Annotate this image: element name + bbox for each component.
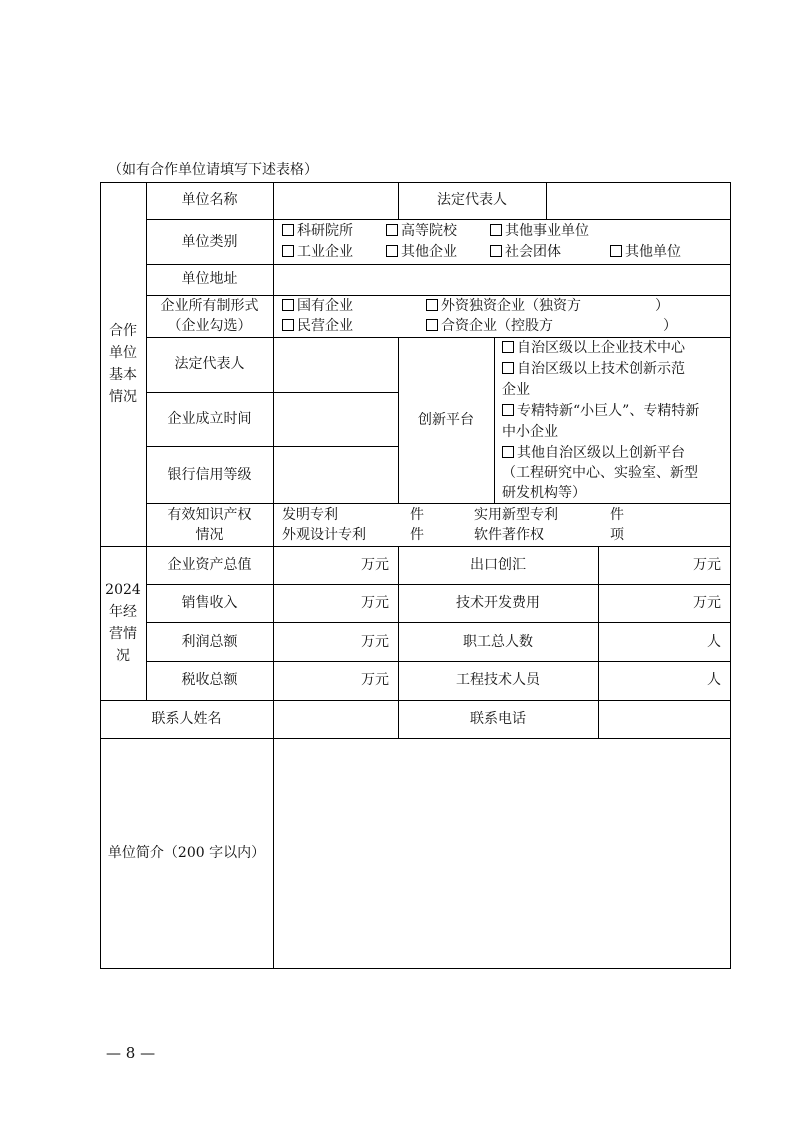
- checkbox-icon[interactable]: [490, 224, 502, 236]
- page-number: — 8 —: [106, 1044, 156, 1062]
- established-label: 企业成立时间: [167, 411, 252, 427]
- ip-software-unit: 项: [610, 527, 624, 543]
- ops-row-unit[interactable]: 万元: [361, 672, 389, 688]
- ownership-label-line1: 企业所有制形式: [160, 298, 259, 314]
- ownership-option[interactable]: 国有企业: [282, 296, 353, 316]
- ops-row-unit[interactable]: 万元: [361, 557, 389, 573]
- ip-invention-unit: 件: [410, 507, 424, 523]
- ip-utility-unit: 件: [610, 507, 624, 523]
- section-ops-title: 2024 年经 营情 况: [105, 582, 141, 664]
- legal-rep2-field[interactable]: [274, 338, 398, 392]
- platform-option-cont: 企业: [502, 382, 530, 398]
- checkbox-icon[interactable]: [610, 245, 622, 257]
- address-field[interactable]: [274, 265, 730, 295]
- ops-row-unit[interactable]: 万元: [361, 595, 389, 611]
- ops-row-label: 企业资产总值: [167, 557, 252, 573]
- ip-design-label: 外观设计专利: [282, 527, 366, 543]
- intro-label: 单位简介（200 字以内）: [107, 845, 266, 861]
- contact-name-label: 联系人姓名: [151, 711, 222, 727]
- checkbox-icon[interactable]: [282, 319, 294, 331]
- platform-option-cont: 中小企业: [502, 424, 558, 440]
- contact-phone-field[interactable]: [599, 701, 730, 738]
- ip-invention-label: 发明专利: [282, 507, 338, 523]
- platform-option-cont: 研发机构等）: [502, 485, 586, 501]
- checkbox-icon[interactable]: [502, 446, 514, 458]
- unit-type-option[interactable]: 社会团体: [490, 242, 561, 262]
- checkbox-icon[interactable]: [282, 299, 294, 311]
- checkbox-icon[interactable]: [426, 319, 438, 331]
- ops-row-label: 出口创汇: [470, 557, 526, 573]
- credit-field[interactable]: [274, 447, 398, 503]
- ip-label-line2: 情况: [195, 527, 224, 543]
- ip-design-unit: 件: [410, 527, 424, 543]
- ip-utility-label: 实用新型专利: [474, 507, 558, 523]
- ip-label-line1: 有效知识产权: [167, 507, 252, 523]
- form-note: （如有合作单位请填写下述表格）: [108, 162, 318, 178]
- platform-option-cont: （工程研究中心、实验室、新型: [502, 465, 698, 481]
- legal-rep-field[interactable]: [547, 183, 730, 219]
- intro-text-area[interactable]: [274, 739, 730, 968]
- address-label: 单位地址: [181, 271, 238, 287]
- ownership-close-paren: ）: [663, 318, 677, 334]
- contact-phone-label: 联系电话: [470, 711, 526, 727]
- platform-option[interactable]: 专精特新“小巨人”、专精特新: [502, 401, 699, 421]
- platform-option[interactable]: 其他自治区级以上创新平台: [502, 443, 685, 463]
- platform-option[interactable]: 自治区级以上企业技术中心: [502, 338, 685, 358]
- checkbox-icon[interactable]: [426, 299, 438, 311]
- ownership-close-paren: ）: [655, 298, 669, 314]
- ops-row-unit[interactable]: 万元: [361, 634, 389, 650]
- ops-row-unit[interactable]: 人: [707, 634, 721, 650]
- unit-type-option[interactable]: 其他企业: [386, 242, 457, 262]
- section-basic-title: 合作 单位 基本 情况: [109, 323, 137, 405]
- ops-row-unit[interactable]: 人: [707, 672, 721, 688]
- contact-name-field[interactable]: [274, 701, 398, 738]
- checkbox-icon[interactable]: [386, 245, 398, 257]
- ownership-option[interactable]: 民营企业: [282, 316, 353, 336]
- unit-name-label: 单位名称: [181, 192, 238, 208]
- ops-row-label: 工程技术人员: [456, 672, 540, 688]
- ip-software-label: 软件著作权: [474, 527, 544, 543]
- unit-type-option[interactable]: 工业企业: [282, 242, 353, 262]
- credit-label: 银行信用等级: [167, 467, 252, 483]
- established-field[interactable]: [274, 393, 398, 446]
- unit-type-option[interactable]: 科研院所: [282, 221, 353, 241]
- platform-option[interactable]: 自治区级以上技术创新示范: [502, 359, 685, 379]
- ownership-option[interactable]: 外资独资企业（独资方: [426, 296, 581, 316]
- unit-name-field[interactable]: [274, 183, 398, 219]
- ownership-label-line2: （企业勾选）: [167, 318, 252, 334]
- unit-type-option[interactable]: 其他事业单位: [490, 221, 589, 241]
- ops-row-unit[interactable]: 万元: [693, 557, 721, 573]
- checkbox-icon[interactable]: [502, 362, 514, 374]
- unit-type-option[interactable]: 高等院校: [386, 221, 457, 241]
- ops-row-label: 税收总额: [181, 672, 238, 688]
- ops-row-unit[interactable]: 万元: [693, 595, 721, 611]
- ops-row-label: 技术开发费用: [456, 595, 540, 611]
- legal-rep-label: 法定代表人: [437, 192, 507, 208]
- checkbox-icon[interactable]: [502, 341, 514, 353]
- checkbox-icon[interactable]: [282, 245, 294, 257]
- checkbox-icon[interactable]: [502, 404, 514, 416]
- checkbox-icon[interactable]: [386, 224, 398, 236]
- checkbox-icon[interactable]: [490, 245, 502, 257]
- ops-row-label: 销售收入: [181, 595, 238, 611]
- unit-type-label: 单位类别: [181, 234, 238, 250]
- checkbox-icon[interactable]: [282, 224, 294, 236]
- unit-type-option[interactable]: 其他单位: [610, 242, 681, 262]
- ops-row-label: 职工总人数: [463, 634, 533, 650]
- ownership-option[interactable]: 合资企业（控股方: [426, 316, 553, 336]
- ops-row-label: 利润总额: [181, 634, 238, 650]
- legal-rep2-label: 法定代表人: [174, 356, 245, 372]
- platform-label: 创新平台: [418, 412, 474, 428]
